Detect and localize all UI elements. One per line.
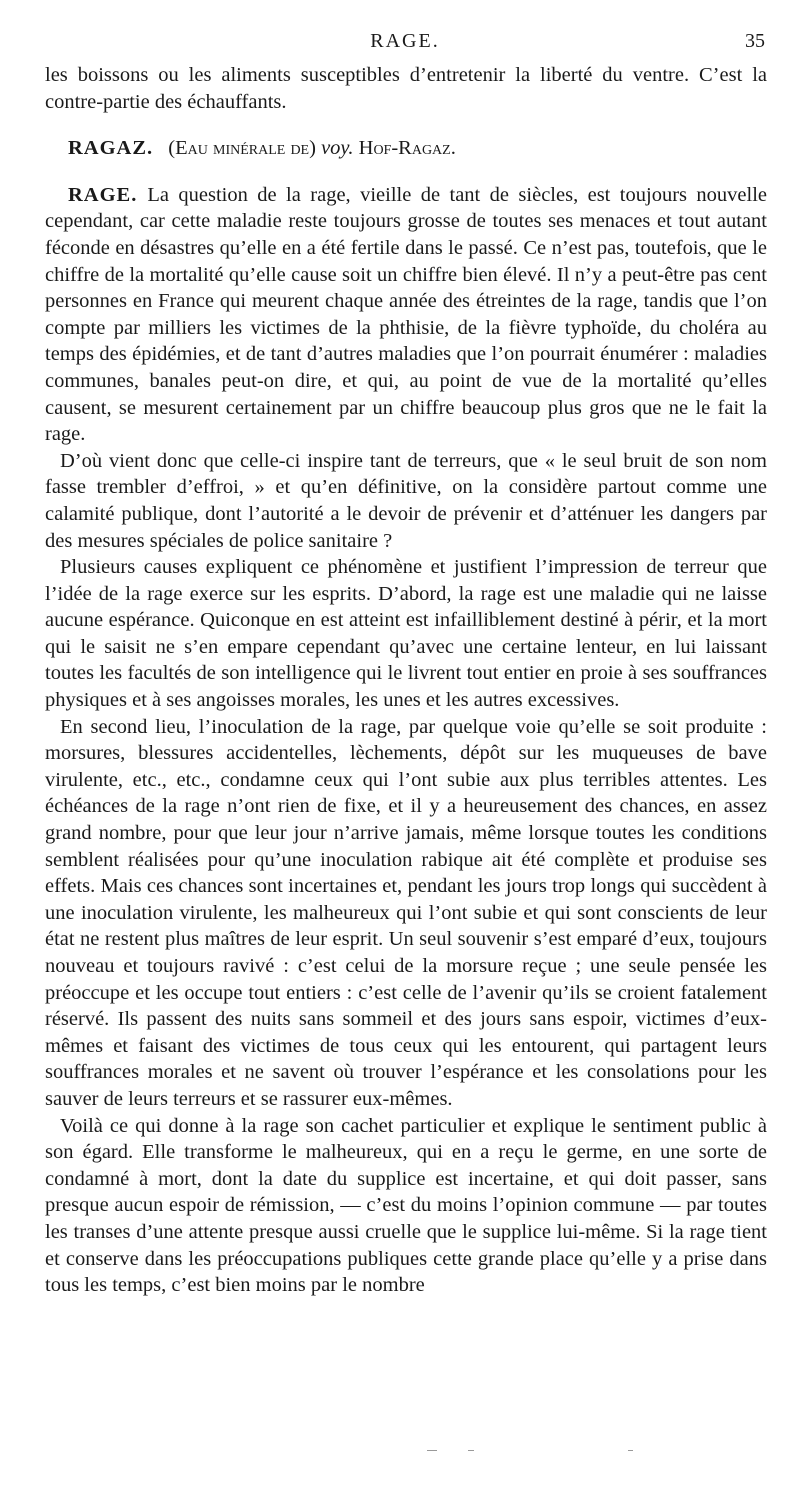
paragraph: Voilà ce qui donne à la rage son cachet particulier et explique le sentiment public à son égard. Elle transforme le malheureux, qui en a reçu le germe, en une sorte de condamné à mort, dont la date du supplice est incertaine, et qui doit passer, sans presque aucun espoir de rémission, — c’est du moins l’opinion commune — par toutes les transes d’une attente presque aussi cruelle que le supplice lui-même. Si la rage tient et conserve dans les préoccupations publiques cette grande place qu’elle y a prise dans tous les temps, c’est bien moins par le nombre xyxy=(45,1114,767,1297)
running-title: RAGE. xyxy=(370,30,440,52)
see-label: voy. xyxy=(321,137,354,160)
entry-headword: RAGE. xyxy=(68,183,138,206)
running-head xyxy=(45,30,765,56)
cross-reference: Hof-Ragaz. xyxy=(358,137,456,160)
body-text xyxy=(45,62,767,1299)
paragraph-text: La question de la rage, vieille de tant de siècles, est toujours nouvelle cependant, car cette maladie reste toujours grosse de toutes ses menaces et tout autant féconde en désastres qu’elle en a été fertile dans le passé. Ce n’est pas, toutefois, que le chiffre de la mortalité qu’elle cause soit un chiffre bien élevé. Il n’y a peut-être pas cent personnes en France qui meurent chaque année des étreintes de la rage, tandis que l’on compte par milliers les victimes de la phthisie, de la fièvre typhoïde, du choléra au temps des épidémies, et de tant d’autres maladies que l’on pourrait énumérer : maladies communes, banales peut-on dire, et qui, au point de vue de la mortalité qu’elles causent, se mesurent certainement par un chiffre beaucoup plus gros que ne le fait la rage. xyxy=(45,183,767,446)
continuation-paragraph: les boissons ou les aliments susceptibles d’entretenir la liberté du ventre. C’est la contre-partie des échauffants. xyxy=(45,64,767,113)
entry-rage-first-paragraph xyxy=(45,182,767,448)
entry-headword: RAGAZ. xyxy=(68,137,154,160)
entry-ragaz xyxy=(45,135,767,162)
paragraph: D’où vient donc que celle-ci inspire tant de terreurs, que « le seul bruit de son nom fasse trembler d’effroi, » et qu’en définitive, on la considère partout comme une calamité publique, dont l’autorité a le devoir de prévenir et d’atténuer les dangers par des mesures spéciales de police sanitaire ? xyxy=(45,449,767,552)
bottom-mark xyxy=(468,1450,474,1451)
entry-description: (Eau minérale de) xyxy=(168,137,316,160)
paragraph: En second lieu, l’inoculation de la rage, par quelque voie qu’elle se soit produite : morsures, blessures accidentelles, lèchements, dépôt sur les muqueuses de bave virulente, etc., etc., condamne ceux qui l’ont subie aux plus terribles attentes. Les échéances de la rage n’ont rien de fixe, et il y a heureusement des chances, en assez grand nombre, pour que leur jour n’arrive jamais, même lorsque toutes les conditions semblent réalisées pour qu’une inoculation rabique ait été complète et produise ses effets. Mais ces chances sont incertaines et, pendant les jours trop longs qui succèdent à une inoculation virulente, les malheureux qui l’ont subie et qui sont conscients de leur état ne restent plus maîtres de leur esprit. Un seul souvenir s’est emparé d’eux, toujours nouveau et toujours ravivé : c’est celui de la morsure reçue ; une seule pensée les préoccupe et les occupe tout entiers : c’est celle de l’avenir qu’ils se croient fatalement réservé. Ils passent des nuits sans sommeil et des jours sans espoir, victimes d’eux-mêmes et faisant des victimes de tous ceux qui les entourent, qui partagent leurs souffrances morales et ne savent où trouver l’espérance et les consolations pour les sauver de leurs terreurs et se rassurer eux-mêmes. xyxy=(45,715,767,1110)
paragraph: Plusieurs causes expliquent ce phénomène et justifient l’impression de terreur que l’idée de la rage exerce sur les esprits. D’abord, la rage est une maladie qui ne laisse aucune espérance. Quiconque en est atteint est infailliblement destiné à périr, et la mort qui le saisit ne s’en empare cependant qu’avec une certaine lenteur, en lui laissant toutes les facultés de son intelligence qui le livrent tout entier en proie à ses souffrances physiques et à ses angoisses morales, les unes et les autres excessives. xyxy=(45,556,767,712)
bottom-mark xyxy=(427,1450,437,1451)
page-number: 35 xyxy=(745,30,765,52)
bottom-mark xyxy=(628,1450,633,1451)
